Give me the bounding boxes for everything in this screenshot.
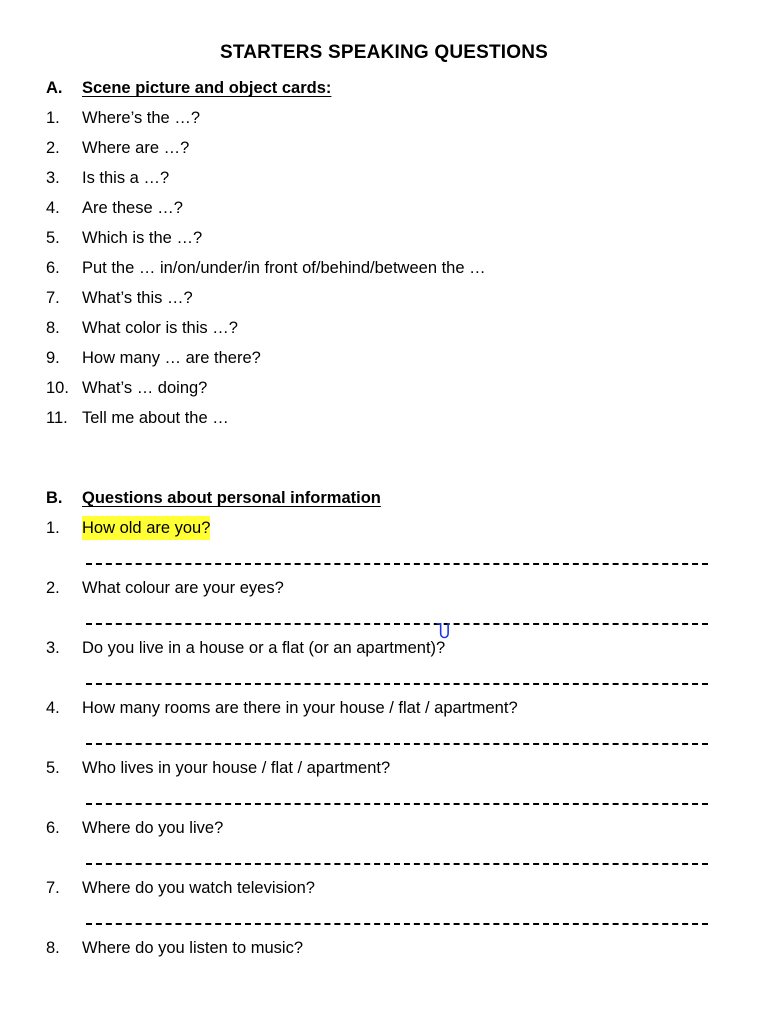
question-text: What’s … doing? — [82, 379, 208, 397]
question-number: 2. — [46, 579, 60, 597]
highlighted-question-text: How old are you? — [82, 516, 210, 540]
answer-line[interactable] — [86, 743, 708, 745]
question-text: Are these …? — [82, 199, 183, 217]
question-number: 4. — [46, 699, 60, 717]
question-text: Who lives in your house / flat / apartment? — [82, 759, 391, 777]
question-text: What colour are your eyes? — [82, 579, 284, 597]
question-text: How many … are there? — [82, 349, 261, 367]
question-number: 5. — [46, 229, 60, 247]
question-text: What color is this …? — [82, 319, 238, 337]
question-number: 8. — [46, 939, 60, 957]
answer-line[interactable] — [86, 863, 708, 865]
question-text: Where do you watch television? — [82, 879, 315, 897]
question-text: Which is the …? — [82, 229, 203, 247]
section-letter: B. — [46, 489, 63, 507]
question-text: How many rooms are there in your house / flat / apartment? — [82, 699, 518, 717]
question-number: 6. — [46, 819, 60, 837]
question-text: Where’s the …? — [82, 109, 200, 127]
question-number: 9. — [46, 349, 60, 367]
question-text: Where are …? — [82, 139, 190, 157]
question-number: 10. — [46, 379, 69, 397]
question-number: 8. — [46, 319, 60, 337]
question-text: Where do you listen to music? — [82, 939, 304, 957]
answer-line[interactable] — [86, 923, 708, 925]
question-number: 3. — [46, 169, 60, 187]
question-number: 6. — [46, 259, 60, 277]
question-text: Where do you live? — [82, 819, 224, 837]
question-text: Is this a …? — [82, 169, 170, 187]
question-number: 1. — [46, 109, 60, 127]
page-title: STARTERS SPEAKING QUESTIONS — [219, 42, 549, 63]
section-title: Scene picture and object cards: — [82, 79, 332, 97]
text-cursor-icon: Ⴎ — [436, 622, 451, 643]
question-number: 2. — [46, 139, 60, 157]
question-number: 1. — [46, 519, 60, 537]
question-number: 7. — [46, 289, 60, 307]
answer-line[interactable] — [86, 623, 708, 625]
question-text: Put the … in/on/under/in front of/behind/between the … — [82, 259, 486, 277]
question-number: 5. — [46, 759, 60, 777]
answer-line[interactable] — [86, 563, 708, 565]
question-text: Do you live in a house or a flat (or an apartment)? — [82, 639, 446, 657]
question-text: What’s this …? — [82, 289, 193, 307]
question-text: Tell me about the … — [82, 409, 229, 427]
section-letter: A. — [46, 79, 63, 97]
answer-line[interactable] — [86, 683, 708, 685]
answer-line[interactable] — [86, 803, 708, 805]
question-number: 7. — [46, 879, 60, 897]
question-number: 3. — [46, 639, 60, 657]
section-title: Questions about personal information — [82, 489, 381, 507]
question-number: 11. — [46, 409, 68, 427]
question-number: 4. — [46, 199, 60, 217]
